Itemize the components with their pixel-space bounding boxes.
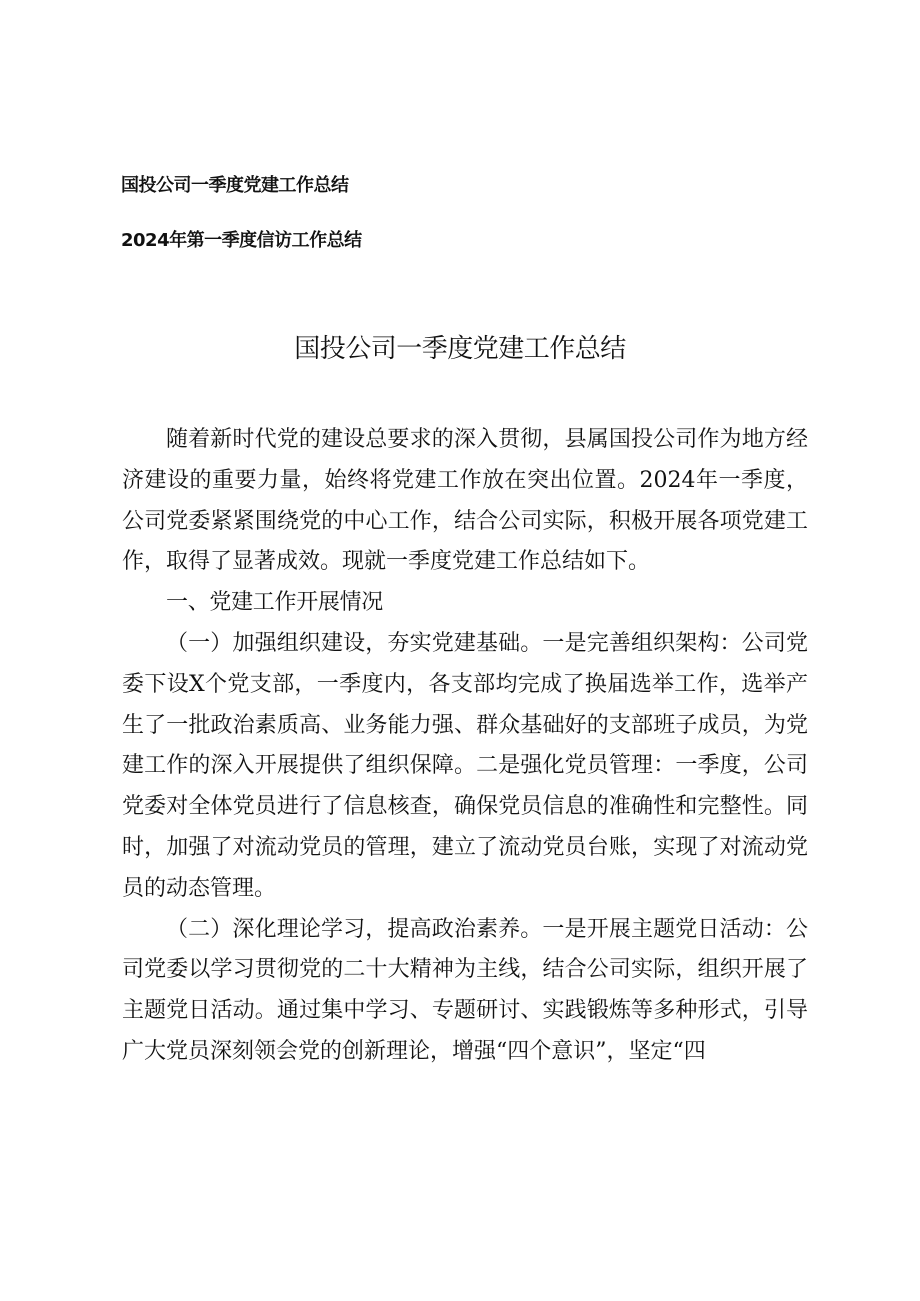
section-heading-1: 一、党建工作开展情况 — [166, 590, 384, 616]
document-body — [122, 420, 808, 1073]
intro-paragraph: 随着新时代党的建设总要求的深入贯彻，县属国投公司作为地方经济建设的重要力量，始终将党建工作放在突出位置。2024年一季度，公司党委紧紧围绕党的中心工作，结合公司实际，积极开展各项党建工作，取得了显著成效。现就一季度党建工作总结如下。 — [122, 427, 808, 575]
document-title: 国投公司一季度党建工作总结 — [294, 334, 626, 364]
toc-item-1: 国投公司一季度党建工作总结 — [121, 175, 349, 196]
paragraph-organization: （一）加强组织建设，夯实党建基础。一是完善组织架构：公司党委下设X个党支部，一季度内，各支部均完成了换届选举工作，选举产生了一批政治素质高、业务能力强、群众基础好的支部班子成员，为党建工作的深入开展提供了组织保障。二是强化党员管理：一季度，公司党委对全体党员进行了信息核查，确保党员信息的准确性和完整性。同时，加强了对流动党员的管理，建立了流动党员台账，实现了对流动党员的动态管理。 — [122, 630, 808, 901]
paragraph-theory-study: （二）深化理论学习，提高政治素养。一是开展主题党日活动：公司党委以学习贯彻党的二十大精神为主线，结合公司实际，组织开展了主题党日活动。通过集中学习、专题研讨、实践锻炼等多种形式，引导广大党员深刻领会党的创新理论，增强“四个意识”，坚定“四 — [122, 916, 808, 1064]
toc-item-2: 2024年第一季度信访工作总结 — [121, 230, 362, 251]
